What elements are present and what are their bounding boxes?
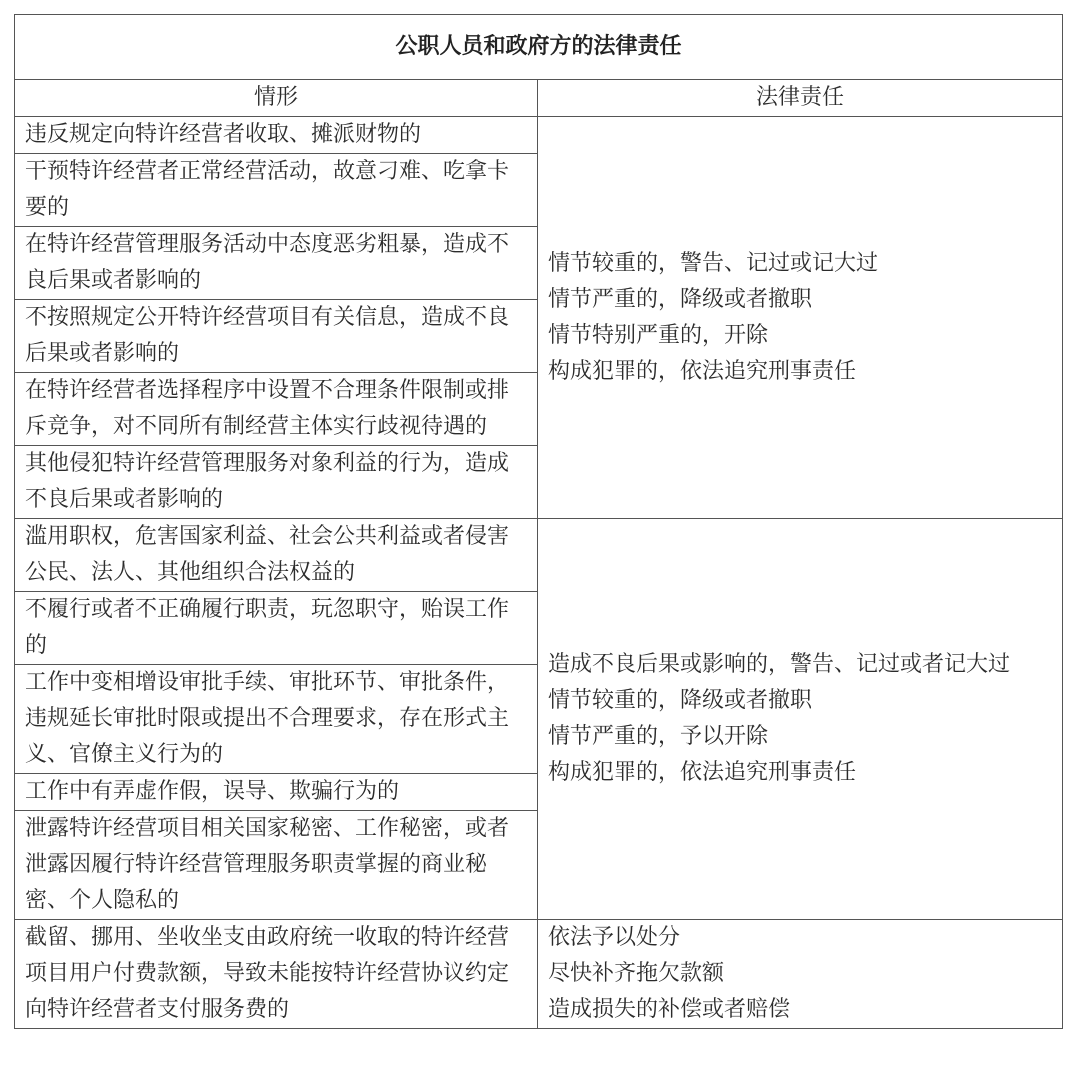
responsibility-line: 情节较重的，警告、记过或记大过 bbox=[548, 250, 879, 276]
column-header-case: 情形 bbox=[15, 80, 538, 117]
table-row bbox=[15, 920, 1063, 1029]
case-cell: 其他侵犯特许经营管理服务对象利益的行为，造成不良后果或者影响的 bbox=[15, 446, 538, 519]
case-cell: 在特许经营管理服务活动中态度恶劣粗暴，造成不良后果或者影响的 bbox=[15, 227, 538, 300]
responsibility-cell bbox=[538, 117, 1063, 519]
responsibility-line: 情节严重的，降级或者撤职 bbox=[548, 286, 813, 312]
responsibility-line: 依法予以处分 bbox=[548, 925, 681, 950]
responsibility-cell bbox=[538, 519, 1063, 920]
responsibility-line: 构成犯罪的，依法追究刑事责任 bbox=[548, 760, 857, 785]
responsibility-line: 造成不良后果或影响的，警告、记过或者记大过 bbox=[548, 652, 1011, 677]
case-cell: 工作中变相增设审批手续、审批环节、审批条件，违规延长审批时限或提出不合理要求，存在形式主义、官僚主义行为的 bbox=[15, 665, 538, 774]
case-cell: 工作中有弄虚作假，误导、欺骗行为的 bbox=[15, 774, 538, 811]
case-cell: 在特许经营者选择程序中设置不合理条件限制或排斥竞争，对不同所有制经营主体实行歧视待遇的 bbox=[15, 373, 538, 446]
responsibility-line: 尽快补齐拖欠款额 bbox=[548, 961, 725, 986]
case-cell: 截留、挪用、坐收坐支由政府统一收取的特许经营项目用户付费款额，导致未能按特许经营协议约定向特许经营者支付服务费的 bbox=[15, 920, 538, 1029]
responsibility-line: 情节特别严重的，开除 bbox=[548, 322, 769, 348]
responsibility-line: 情节严重的，予以开除 bbox=[548, 724, 769, 749]
case-cell: 干预特许经营者正常经营活动，故意刁难、吃拿卡要的 bbox=[15, 154, 538, 227]
responsibility-line: 造成损失的补偿或者赔偿 bbox=[548, 997, 791, 1022]
case-cell: 泄露特许经营项目相关国家秘密、工作秘密，或者泄露因履行特许经营管理服务职责掌握的商业秘密、个人隐私的 bbox=[15, 811, 538, 920]
case-cell: 不按照规定公开特许经营项目有关信息，造成不良后果或者影响的 bbox=[15, 300, 538, 373]
legal-responsibility-table bbox=[14, 14, 1063, 1029]
column-header-responsibility: 法律责任 bbox=[538, 80, 1063, 117]
case-cell: 违反规定向特许经营者收取、摊派财物的 bbox=[15, 117, 538, 154]
table-row bbox=[15, 117, 1063, 154]
table-title: 公职人员和政府方的法律责任 bbox=[15, 15, 1063, 80]
responsibility-line: 情节较重的，降级或者撤职 bbox=[548, 688, 813, 713]
responsibility-cell bbox=[538, 920, 1063, 1029]
table-row bbox=[15, 519, 1063, 592]
case-cell: 不履行或者不正确履行职责，玩忽职守，贻误工作的 bbox=[15, 592, 538, 665]
responsibility-line: 构成犯罪的，依法追究刑事责任 bbox=[548, 358, 857, 384]
case-cell: 滥用职权，危害国家利益、社会公共利益或者侵害公民、法人、其他组织合法权益的 bbox=[15, 519, 538, 592]
